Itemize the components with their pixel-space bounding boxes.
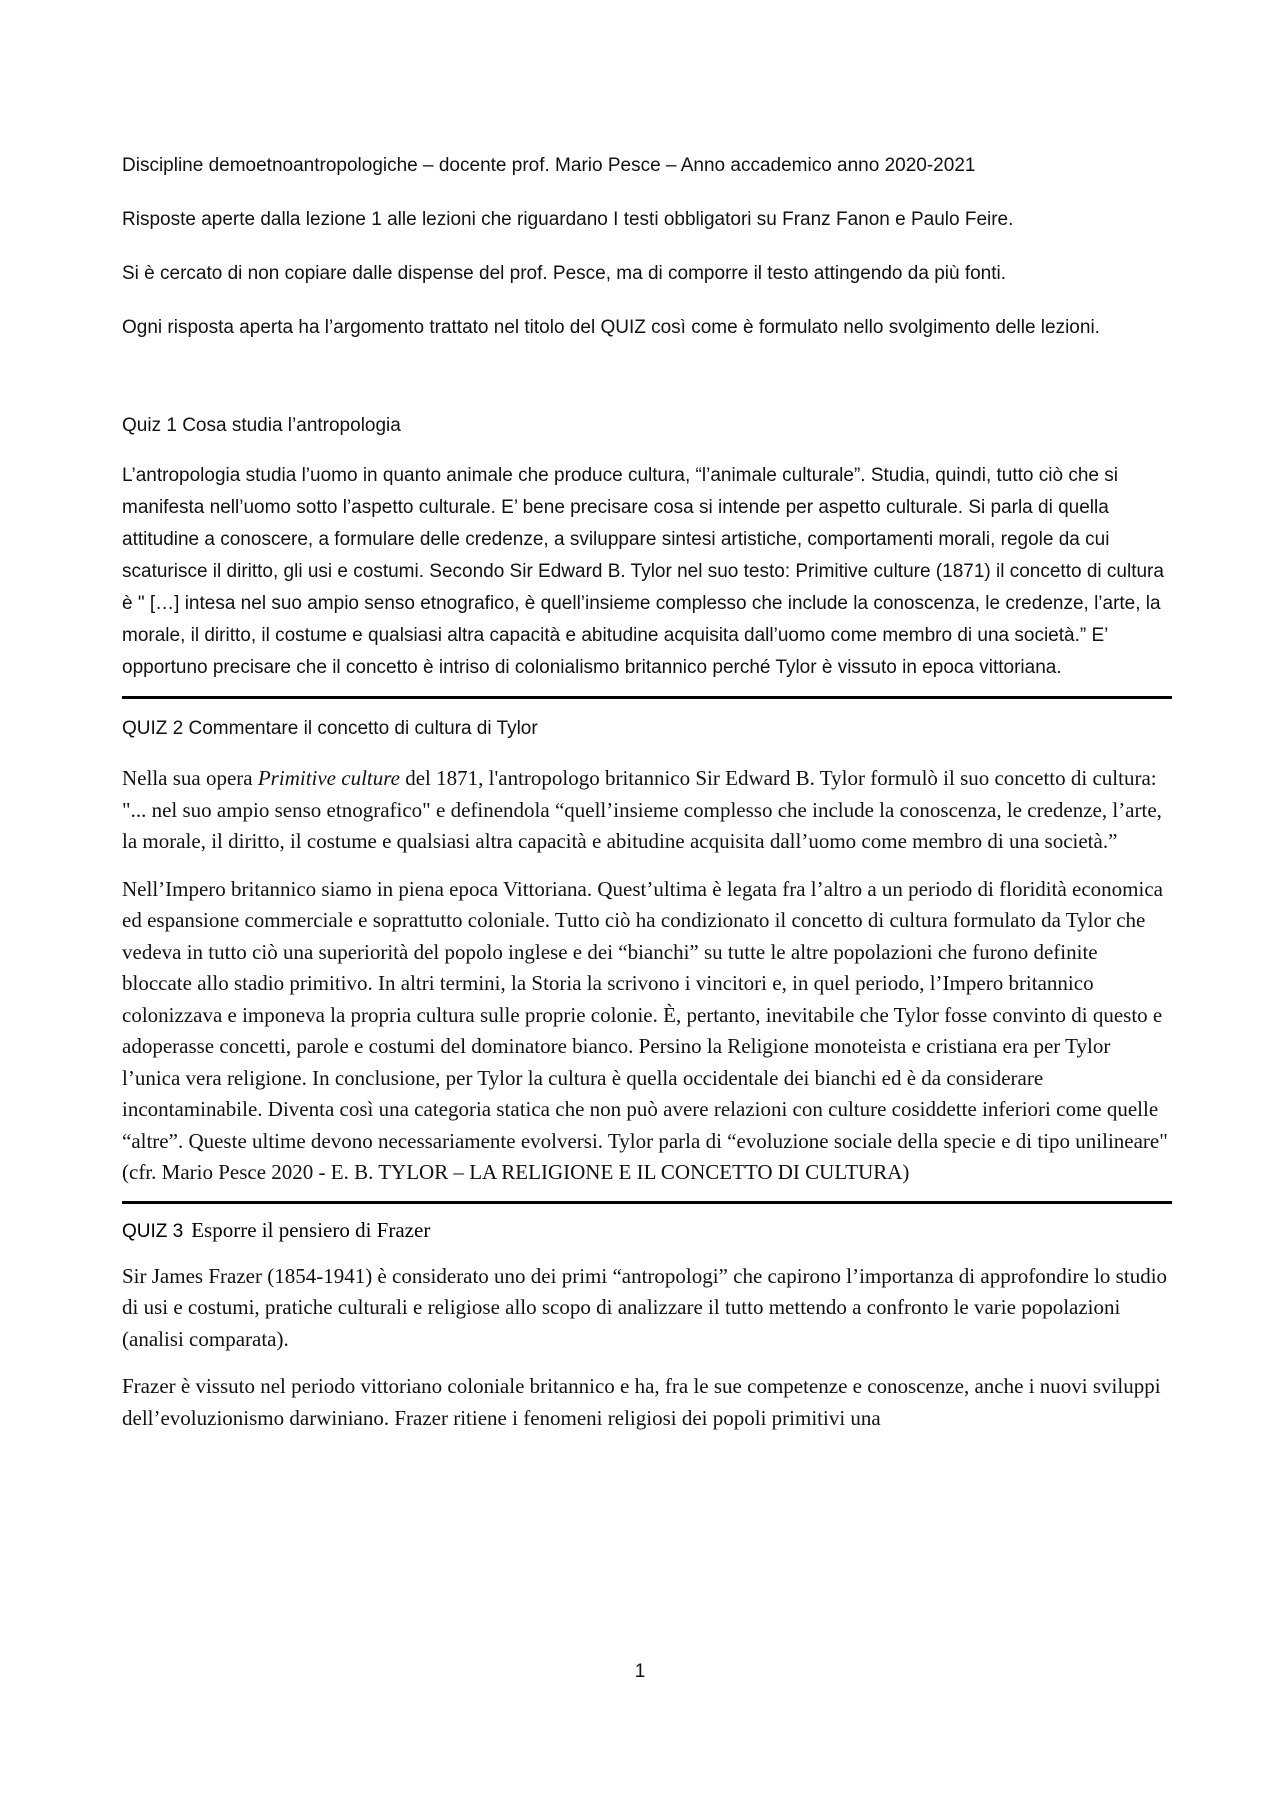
quiz2-paragraph-2: Nell’Impero britannico siamo in piena epoca Vittoriana. Quest’ultima è legata fra l’altro a un periodo di floridità economica ed espansione commerciale e soprattutto coloniale. Tutto ciò ha condizionato il concetto di cultura formulato da Tylor che vedeva in tutto ciò una superiorità del popolo inglese e dei “bianchi” su tutte le altre popolazioni che furono definite bloccate allo stadio primitivo. In altri termini, la Storia la scrivono i vincitori e, in quel periodo, l’Impero britannico colonizzava e imponeva la propria cultura sulle proprie colonie. È, pertanto, inevitabile che Tylor fosse convinto di questo e adoperasse concetti, parole e costumi del dominatore bianco. Persino la Religione monoteista e cristiana era per Tylor l’unica vera religione. In conclusione, per Tylor la cultura è quella occidentale dei bianchi ed è da considerare incontaminabile. Diventa così una categoria statica che non può avere relazioni con culture cosiddette inferiori come quelle “altre”. Queste ultime devono necessariamente evolversi. Tylor parla di “evoluzione sociale della specie e di tipo unilineare" (cfr. Mario Pesce 2020 - E. B. TYLOR – LA RELIGIONE E IL CONCETTO DI CULTURA) <box>122 876 1168 1184</box>
header-line-note: Ogni risposta aperta ha l’argomento trattato nel titolo del QUIZ così come è formulato nello svolgimento delle lezioni. <box>122 317 1100 338</box>
header-line-course: Discipline demoetnoantropologiche – docente prof. Mario Pesce – Anno accademico anno 2020-2021 <box>122 155 976 176</box>
quiz3-paragraph-1: Sir James Frazer (1854-1941) è considerato uno dei primi “antropologi” che capirono l’importanza di approfondire lo studio di usi e costumi, pratiche culturali e religiose allo scopo di analizzare il tutto mettendo a confronto le varie popolazioni (analisi comparata). <box>122 1263 1168 1351</box>
quiz3-title <box>122 1218 1172 1243</box>
document-body <box>122 150 1172 1434</box>
section-divider <box>122 696 1172 699</box>
page-number: 1 <box>634 1661 646 1682</box>
quiz2-p1-before: Nella sua opera <box>122 766 258 790</box>
quiz1-title: Quiz 1 Cosa studia l’antropologia <box>122 415 401 436</box>
quiz2-title: QUIZ 2 Commentare il concetto di cultura di Tylor <box>122 718 538 739</box>
quiz3-paragraph-2: Frazer è vissuto nel periodo vittoriano coloniale britannico e ha, fra le sue competenze e conoscenze, anche i nuovi sviluppi dell’evoluzionismo darwiniano. Frazer ritiene i fenomeni religiosi dei popoli primitivi una <box>122 1374 1161 1430</box>
header-line-answers: Risposte aperte dalla lezione 1 alle lezioni che riguardano I testi obbligatori su Franz Fanon e Paulo Feire. <box>122 209 1014 230</box>
section-divider <box>122 1201 1172 1204</box>
quiz3-title-text: Esporre il pensiero di Frazer <box>191 1217 431 1242</box>
quiz1-body: L’antropologia studia l’uomo in quanto animale che produce cultura, “l’animale culturale”. Studia, quindi, tutto ciò che si manifesta nell’uomo sotto l’aspetto culturale. E’ bene precisare cosa si intende per aspetto culturale. Si parla di quella attitudine a conoscere, a formulare delle credenze, a sviluppare sintesi artistiche, comportamenti morali, regole da cui scaturisce il diritto, gli usi e costumi. Secondo Sir Edward B. Tylor nel suo testo: Primitive culture (1871) il concetto di cultura è " […] intesa nel suo ampio senso etnografico, è quell’insieme complesso che include la conoscenza, le credenze, l’arte, la morale, il diritto, il costume e qualsiasi altra capacità e abitudine acquisita dall’uomo come membro di una società.” E’ opportuno precisare che il concetto è intriso di colonialismo britannico perché Tylor è vissuto in epoca vittoriana. <box>122 465 1164 678</box>
header-line-sources: Si è cercato di non copiare dalle dispense del prof. Pesce, ma di comporre il testo attingendo da più fonti. <box>122 263 1007 284</box>
quiz2-paragraph-1 <box>122 763 1172 858</box>
quiz2-p1-after: del 1871, l'antropologo britannico Sir Edward B. Tylor formulò il suo concetto di cultura: "... nel suo ampio senso etnografico" e definendola “quell’insieme complesso che include la conoscenza, le credenze, l’arte, la morale, il diritto, il costume e qualsiasi altra capacità e abitudine acquisita dall’uomo come membro di una società.” <box>122 766 1162 853</box>
quiz2-p1-title-italic: Primitive culture <box>257 766 400 790</box>
quiz3-title-number: QUIZ 3 <box>122 1220 184 1242</box>
